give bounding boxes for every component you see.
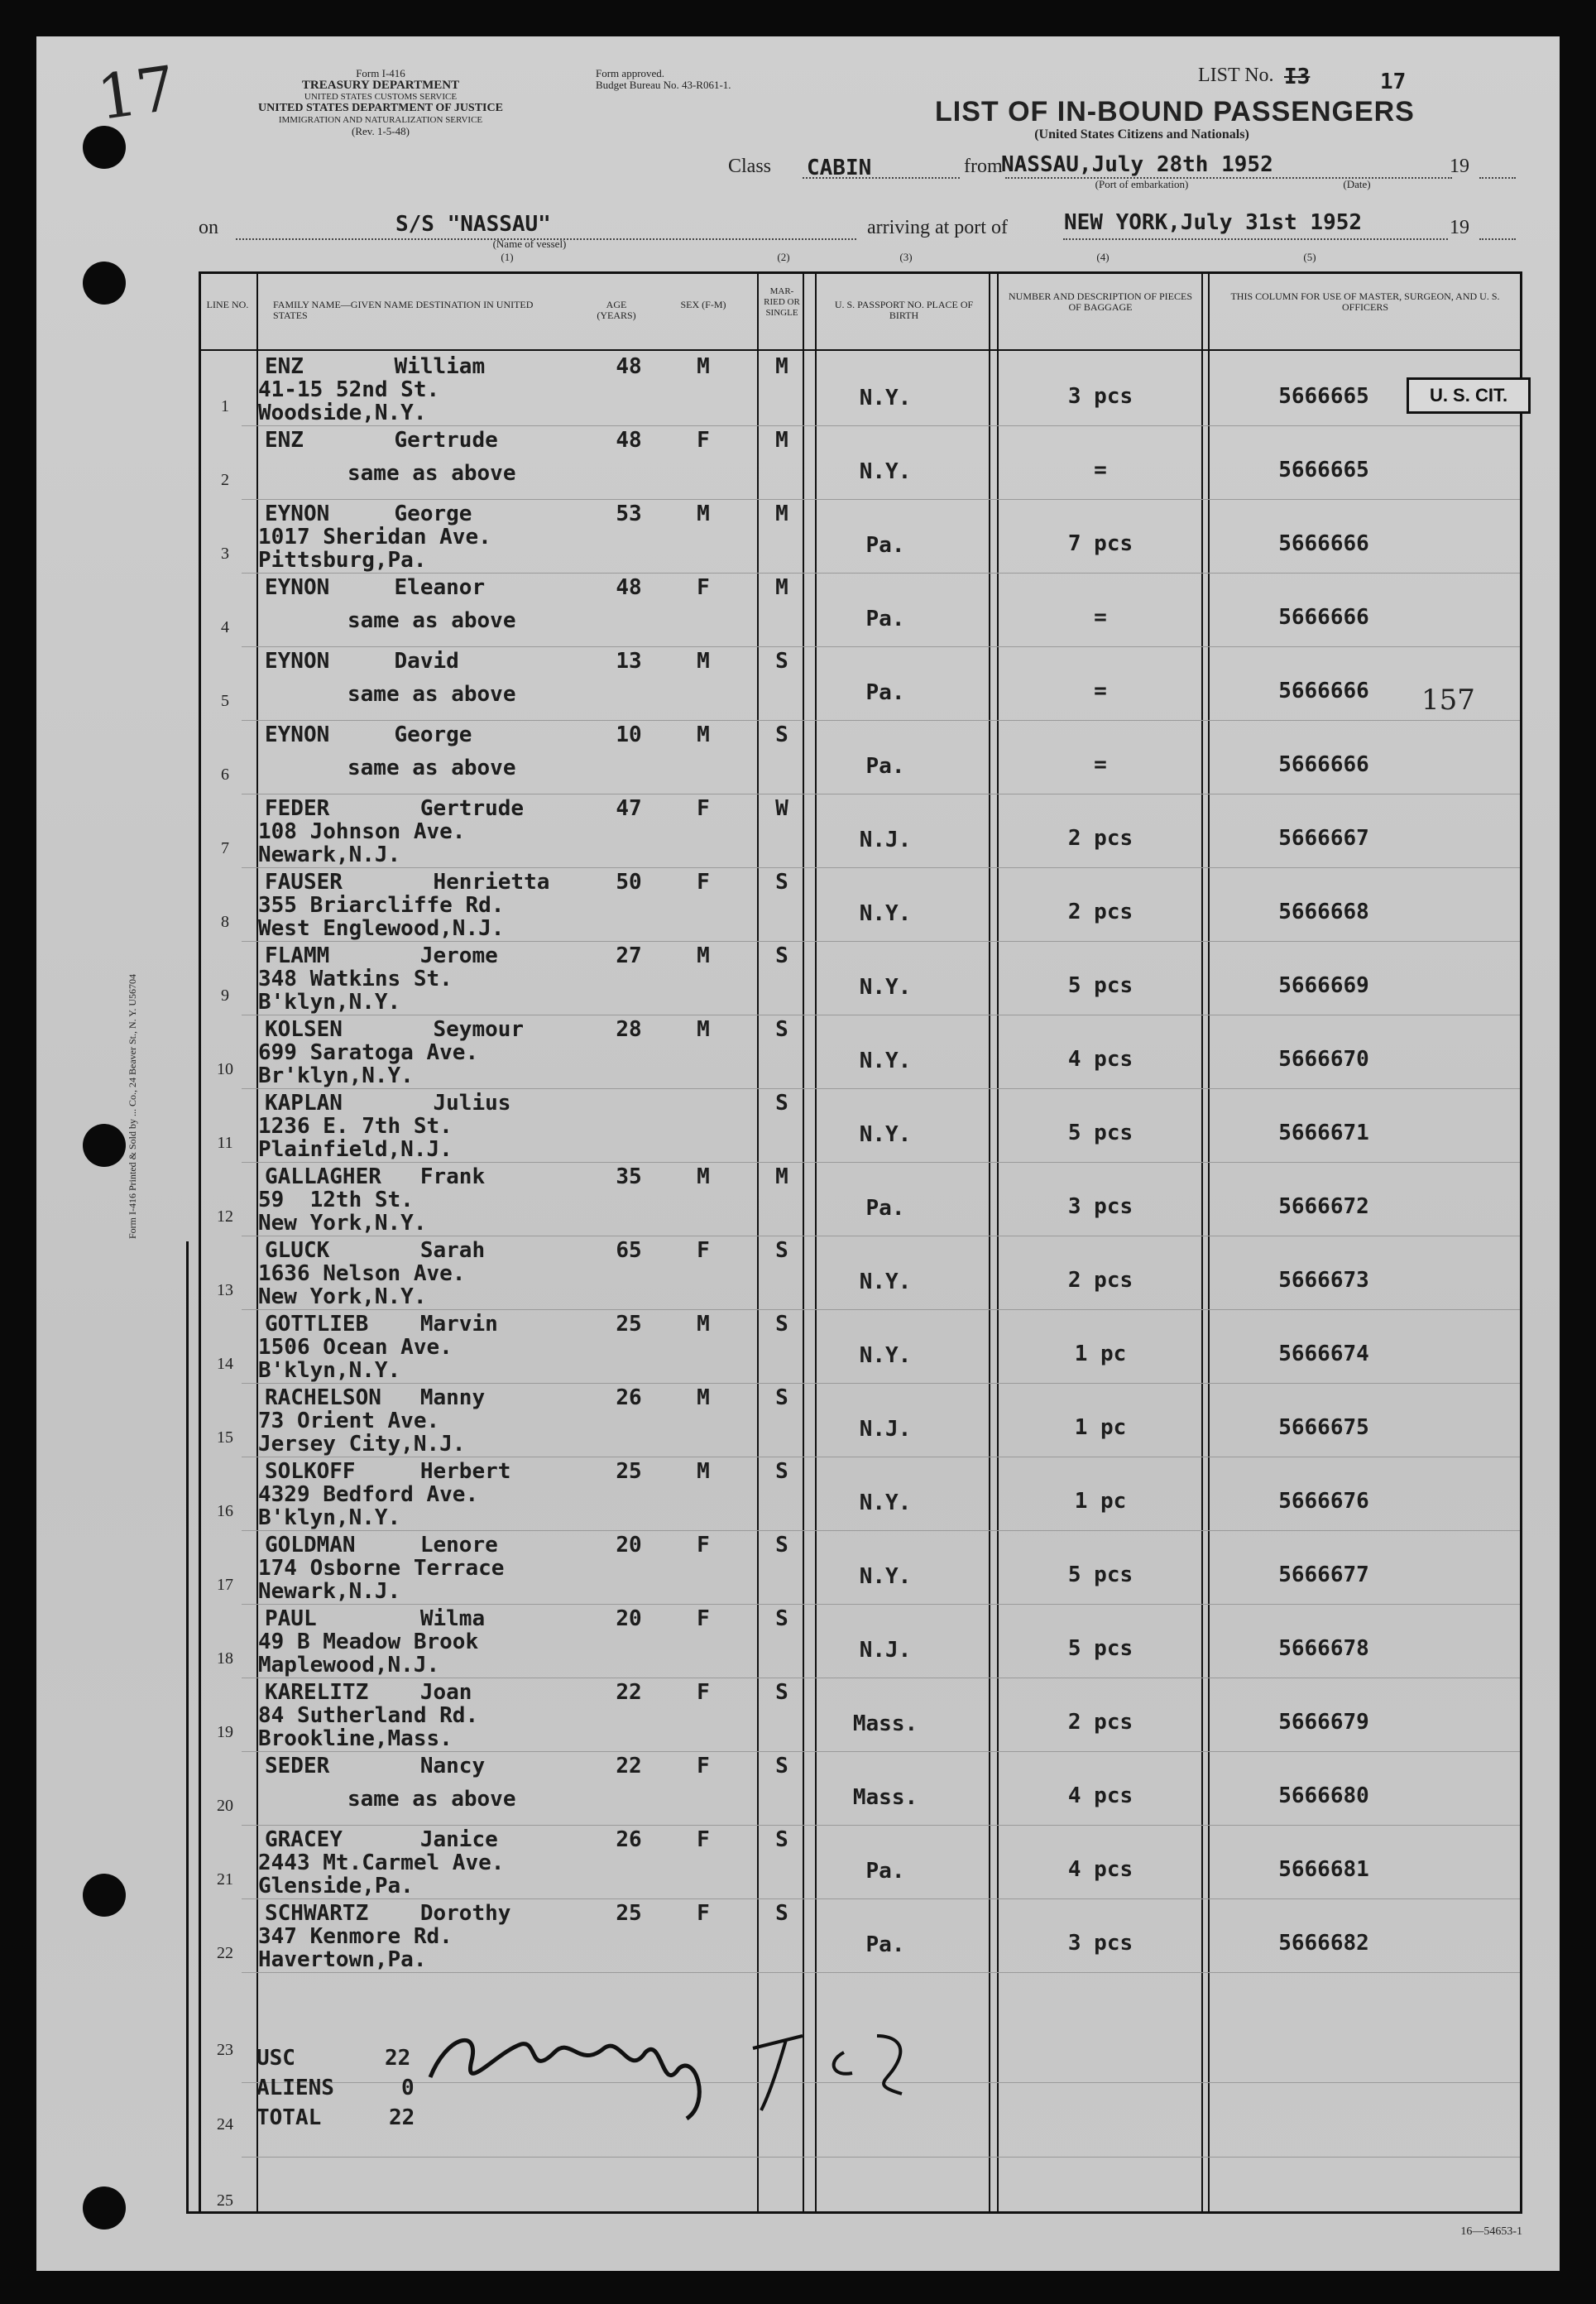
passenger-name: GRACEY Janice: [265, 1827, 498, 1852]
ticket-number: 5666665: [1278, 458, 1369, 482]
sex: M: [697, 1459, 710, 1484]
marital-status: M: [775, 428, 788, 453]
col-header-married: MAR-RIED OR SINGLE: [764, 286, 800, 318]
line-number: 20: [217, 1797, 233, 1815]
age: 10: [616, 722, 642, 747]
ticket-number: 5666668: [1278, 900, 1369, 924]
address-city: New York,N.Y.: [258, 1211, 427, 1236]
baggage: =: [1094, 605, 1107, 630]
row-divider: [242, 867, 1520, 868]
handwritten-list-number: 17: [93, 52, 180, 135]
line-number: 22: [217, 1944, 233, 1962]
ticket-number: 5666667: [1278, 826, 1369, 851]
budget-bureau: Budget Bureau No. 43-R061-1.: [596, 79, 731, 91]
age: 47: [616, 796, 642, 821]
marital-status: S: [775, 1017, 788, 1042]
passenger-name: SOLKOFF Herbert: [265, 1459, 511, 1484]
sex: F: [697, 428, 710, 453]
row-divider: [242, 425, 1520, 426]
sex: M: [697, 1017, 710, 1042]
row-divider: [242, 1309, 1520, 1310]
line-number: 9: [221, 986, 229, 1005]
age: 13: [616, 649, 642, 674]
address-street: 1636 Nelson Ave.: [258, 1261, 466, 1286]
address-street: 73 Orient Ave.: [258, 1409, 440, 1433]
ticket-number: 5666677: [1278, 1562, 1369, 1587]
col-num-5: (5): [1303, 251, 1316, 263]
page-subtitle: (United States Citizens and Nationals): [1034, 127, 1249, 142]
address-street: 84 Sutherland Rd.: [258, 1703, 479, 1728]
marital-status: S: [775, 943, 788, 968]
form-header-block: [199, 68, 563, 137]
sex: M: [697, 354, 710, 379]
passenger-name: ENZ Gertrude: [265, 428, 498, 453]
line-number: 6: [221, 766, 229, 784]
line-number: 16: [217, 1502, 233, 1520]
class-value: CABIN: [807, 156, 872, 180]
line-number: 2: [221, 471, 229, 489]
list-no-value: 17: [1380, 70, 1407, 94]
ticket-number: 5666670: [1278, 1047, 1369, 1072]
row-divider: [242, 1604, 1520, 1605]
baggage: 4 pcs: [1067, 1783, 1133, 1808]
sex: F: [697, 1901, 710, 1926]
age: 20: [616, 1606, 642, 1631]
row-divider: [242, 573, 1520, 574]
marital-status: S: [775, 1606, 788, 1631]
address-street: 59 12th St.: [258, 1188, 414, 1212]
age: 25: [616, 1901, 642, 1926]
ticket-number: 5666671: [1278, 1121, 1369, 1145]
ticket-number: 5666676: [1278, 1489, 1369, 1514]
row-divider: [242, 1751, 1520, 1752]
line-number: 8: [221, 913, 229, 931]
col-num-1: (1): [501, 251, 514, 263]
row-divider: [242, 720, 1520, 721]
totals-total-value: 22: [389, 2105, 415, 2130]
passenger-name: GOLDMAN Lenore: [265, 1533, 498, 1558]
address-street: 699 Saratoga Ave.: [258, 1040, 479, 1065]
address-street: 347 Kenmore Rd.: [258, 1924, 453, 1949]
sex: M: [697, 943, 710, 968]
address-city: Newark,N.J.: [258, 842, 401, 867]
baggage: 3 pcs: [1067, 1194, 1133, 1219]
address-city: B'klyn,N.Y.: [258, 1505, 401, 1530]
address-city: Newark,N.J.: [258, 1579, 401, 1604]
form-approved: Form approved.: [596, 67, 665, 79]
same-as-above: same as above: [347, 756, 516, 780]
passenger-name: PAUL Wilma: [265, 1606, 486, 1631]
address-street: 1236 E. 7th St.: [258, 1114, 453, 1139]
col-header-passport: U. S. PASSPORT NO. PLACE OF BIRTH: [834, 299, 974, 321]
baggage: =: [1094, 679, 1107, 703]
line-number-24: 24: [217, 2115, 233, 2134]
us-citizen-stamp: U. S. CIT.: [1407, 377, 1531, 414]
place-of-birth: N.Y.: [859, 975, 912, 1000]
marital-status: S: [775, 649, 788, 674]
ticket-number: 5666681: [1278, 1857, 1369, 1882]
place-of-birth: N.Y.: [859, 1049, 912, 1073]
address-street: 4329 Bedford Ave.: [258, 1482, 479, 1507]
marital-status: W: [775, 796, 788, 821]
sex: F: [697, 796, 710, 821]
marital-status: S: [775, 1901, 788, 1926]
address-street: 174 Osborne Terrace: [258, 1556, 505, 1581]
marital-status: M: [775, 354, 788, 379]
form-approval: [596, 68, 844, 91]
address-street: 49 B Meadow Brook: [258, 1630, 479, 1654]
address-city: Jersey City,N.J.: [258, 1432, 466, 1457]
baggage: 1 pc: [1074, 1415, 1127, 1440]
sex: M: [697, 1164, 710, 1189]
line-number: 21: [217, 1870, 233, 1889]
passenger-name: FAUSER Henrietta: [265, 870, 550, 895]
marital-status: M: [775, 575, 788, 600]
passenger-name: GALLAGHER Frank: [265, 1164, 486, 1189]
baggage: 3 pcs: [1067, 384, 1133, 409]
passenger-name: KARELITZ Joan: [265, 1680, 472, 1705]
address-street: 41-15 52nd St.: [258, 377, 440, 402]
line-number: 15: [217, 1428, 233, 1447]
date-caption: (Date): [1343, 178, 1371, 190]
row-divider: [242, 1972, 1520, 1973]
place-of-birth: N.Y.: [859, 459, 912, 484]
totals-total-label: TOTAL: [256, 2105, 322, 2130]
totals-usc-value: 22: [385, 2046, 411, 2071]
class-label: Class: [728, 156, 772, 177]
ticket-number: 5666665: [1278, 384, 1369, 409]
baggage: 1 pc: [1074, 1489, 1127, 1514]
dept-justice: UNITED STATES DEPARTMENT OF JUSTICE: [258, 102, 503, 114]
port-embarkation-caption: (Port of embarkation): [1095, 178, 1189, 190]
punch-hole: [83, 1124, 126, 1167]
place-of-birth: N.Y.: [859, 1270, 912, 1294]
baggage: 3 pcs: [1067, 1931, 1133, 1956]
place-of-birth: Mass.: [852, 1711, 918, 1736]
baggage: 1 pc: [1074, 1342, 1127, 1366]
place-of-birth: Pa.: [865, 1859, 905, 1884]
col-header-name: FAMILY NAME—GIVEN NAME DESTINATION IN UNITED STATES: [273, 299, 534, 321]
form-revision: (Rev. 1-5-48): [352, 125, 410, 137]
sex: F: [697, 1827, 710, 1852]
officer-signature: [414, 2003, 1009, 2127]
dept-customs: UNITED STATES CUSTOMS SERVICE: [304, 92, 458, 102]
totals-aliens-label: ALIENS: [256, 2076, 334, 2100]
col-num-3: (3): [899, 251, 913, 263]
address-city: Plainfield,N.J.: [258, 1137, 453, 1162]
place-of-birth: Pa.: [865, 754, 905, 779]
marital-status: S: [775, 1754, 788, 1778]
place-of-birth: N.J.: [859, 1638, 912, 1663]
arriving-value: NEW YORK,July 31st 1952: [1064, 210, 1363, 235]
ticket-number: 5666673: [1278, 1268, 1369, 1293]
punch-hole: [83, 1874, 126, 1917]
punch-hole: [83, 262, 126, 305]
baggage: 2 pcs: [1067, 1710, 1133, 1735]
ticket-number: 5666666: [1278, 752, 1369, 777]
passenger-name: GOTTLIEB Marvin: [265, 1312, 498, 1337]
line-number: 11: [217, 1134, 233, 1152]
marital-status: S: [775, 1533, 788, 1558]
baggage: 2 pcs: [1067, 826, 1133, 851]
place-of-birth: N.Y.: [859, 1122, 912, 1147]
address-city: Pittsburg,Pa.: [258, 548, 427, 573]
age: 25: [616, 1312, 642, 1337]
totals-aliens-value: 0: [401, 2076, 415, 2100]
passenger-name: SCHWARTZ Dorothy: [265, 1901, 511, 1926]
line-number-23: 23: [217, 2041, 233, 2059]
page-title: LIST OF IN-BOUND PASSENGERS: [935, 96, 1415, 127]
line-number: 4: [221, 618, 229, 636]
row-divider: [242, 1898, 1520, 1899]
ticket-number: 5666674: [1278, 1342, 1369, 1366]
age: 35: [616, 1164, 642, 1189]
place-of-birth: N.Y.: [859, 1490, 912, 1515]
line-number: 1: [221, 397, 229, 415]
place-of-birth: Pa.: [865, 1196, 905, 1221]
year-suffix-2: 19: [1450, 217, 1469, 238]
place-of-birth: N.Y.: [859, 386, 912, 410]
sex: F: [697, 575, 710, 600]
from-value: NASSAU,July 28th 1952: [1001, 152, 1273, 177]
passenger-name: EYNON Eleanor: [265, 575, 486, 600]
passenger-name: ENZ William: [265, 354, 486, 379]
line-number: 10: [217, 1060, 233, 1078]
sex: M: [697, 722, 710, 747]
line-number: 5: [221, 692, 229, 710]
list-no-struck: I3: [1284, 65, 1311, 89]
row-divider: [242, 1383, 1520, 1384]
dept-immigration: IMMIGRATION AND NATURALIZATION SERVICE: [278, 115, 483, 125]
marital-status: S: [775, 1312, 788, 1337]
baggage: 7 pcs: [1067, 531, 1133, 556]
address-city: Woodside,N.Y.: [258, 401, 427, 425]
place-of-birth: N.J.: [859, 828, 912, 852]
year-suffix: 19: [1450, 156, 1469, 177]
marital-status: S: [775, 1091, 788, 1116]
age: 65: [616, 1238, 642, 1263]
same-as-above: same as above: [347, 682, 516, 707]
address-street: 2443 Mt.Carmel Ave.: [258, 1850, 505, 1875]
ticket-number: 5666669: [1278, 973, 1369, 998]
address-city: New York,N.Y.: [258, 1284, 427, 1309]
col-num-2: (2): [777, 251, 790, 263]
col-header-age: AGE (YEARS): [597, 299, 636, 321]
passenger-name: EYNON George: [265, 502, 472, 526]
same-as-above: same as above: [347, 608, 516, 633]
baggage: 2 pcs: [1067, 1268, 1133, 1293]
baggage: 5 pcs: [1067, 1562, 1133, 1587]
age: 20: [616, 1533, 642, 1558]
marital-status: S: [775, 1827, 788, 1852]
age: 26: [616, 1827, 642, 1852]
passenger-name: RACHELSON Manny: [265, 1385, 486, 1410]
passenger-name: EYNON David: [265, 649, 459, 674]
ticket-number: 5666679: [1278, 1710, 1369, 1735]
address-city: West Englewood,N.J.: [258, 916, 505, 941]
baggage: 5 pcs: [1067, 1636, 1133, 1661]
col-header-sex: SEX (F-M): [680, 299, 726, 310]
same-as-above: same as above: [347, 461, 516, 486]
age: 50: [616, 870, 642, 895]
vessel-value: S/S "NASSAU": [395, 212, 551, 237]
marital-status: S: [775, 1680, 788, 1705]
marital-status: M: [775, 502, 788, 526]
baggage: 2 pcs: [1067, 900, 1133, 924]
line-number: 19: [217, 1723, 233, 1741]
marital-status: S: [775, 1238, 788, 1263]
baggage: 5 pcs: [1067, 1121, 1133, 1145]
baggage: =: [1094, 458, 1107, 482]
sex: M: [697, 1312, 710, 1337]
address-street: 348 Watkins St.: [258, 967, 453, 991]
place-of-birth: Pa.: [865, 607, 905, 631]
ticket-number: 5666682: [1278, 1931, 1369, 1956]
place-of-birth: N.Y.: [859, 1564, 912, 1589]
passenger-name: SEDER Nancy: [265, 1754, 486, 1778]
row-divider: [242, 499, 1520, 500]
baggage: 4 pcs: [1067, 1857, 1133, 1882]
arriving-label: arriving at port of: [867, 217, 1008, 238]
address-city: Brookline,Mass.: [258, 1726, 453, 1751]
form-number: Form I-416: [356, 67, 405, 79]
line-number: 13: [217, 1281, 233, 1299]
address-city: B'klyn,N.Y.: [258, 990, 401, 1015]
age: 27: [616, 943, 642, 968]
age: 48: [616, 354, 642, 379]
place-of-birth: Pa.: [865, 680, 905, 705]
same-as-above: same as above: [347, 1787, 516, 1812]
address-street: 1506 Ocean Ave.: [258, 1335, 453, 1360]
ticket-number: 5666666: [1278, 531, 1369, 556]
passenger-name: FLAMM Jerome: [265, 943, 498, 968]
place-of-birth: N.J.: [859, 1417, 912, 1442]
age: 22: [616, 1680, 642, 1705]
marital-status: S: [775, 1385, 788, 1410]
list-no-label: LIST No.: [1198, 65, 1274, 86]
sex: F: [697, 1680, 710, 1705]
address-city: Br'klyn,N.Y.: [258, 1063, 414, 1088]
row-divider: [242, 646, 1520, 647]
sex: F: [697, 1606, 710, 1631]
age: 53: [616, 502, 642, 526]
sex: F: [697, 870, 710, 895]
side-print: Form I-416 Printed & Sold by ... Co., 24 Beaver St., N. Y. U56704: [127, 974, 138, 1239]
line-number: 18: [217, 1649, 233, 1668]
baggage: =: [1094, 752, 1107, 777]
passenger-name: EYNON George: [265, 722, 472, 747]
ticket-number: 5666680: [1278, 1783, 1369, 1808]
passenger-name: KAPLAN Julius: [265, 1091, 511, 1116]
col-header-officers: THIS COLUMN FOR USE OF MASTER, SURGEON, AND U. S. OFFICERS: [1230, 290, 1500, 313]
ticket-number: 5666678: [1278, 1636, 1369, 1661]
baggage: 4 pcs: [1067, 1047, 1133, 1072]
dept-treasury: TREASURY DEPARTMENT: [301, 79, 460, 92]
col-header-baggage: NUMBER AND DESCRIPTION OF PIECES OF BAGGAGE: [1008, 290, 1193, 313]
ticket-number: 5666666: [1278, 605, 1369, 630]
sex: M: [697, 1385, 710, 1410]
punch-hole: [83, 2186, 126, 2230]
from-label: from: [964, 156, 1003, 177]
address-street: 1017 Sheridan Ave.: [258, 525, 491, 550]
row-divider: [242, 1162, 1520, 1163]
row-divider: [242, 1825, 1520, 1826]
totals-usc-label: USC: [256, 2046, 295, 2071]
passenger-name: KOLSEN Seymour: [265, 1017, 525, 1042]
age: 28: [616, 1017, 642, 1042]
line-number: 12: [217, 1207, 233, 1226]
col-num-4: (4): [1096, 251, 1110, 263]
address-city: B'klyn,N.Y.: [258, 1358, 401, 1383]
marital-status: M: [775, 1164, 788, 1189]
age: 25: [616, 1459, 642, 1484]
line-number: 14: [217, 1355, 233, 1373]
on-label: on: [199, 217, 218, 238]
address-city: Havertown,Pa.: [258, 1947, 427, 1972]
age: 22: [616, 1754, 642, 1778]
sex: F: [697, 1238, 710, 1263]
marital-status: S: [775, 722, 788, 747]
place-of-birth: Pa.: [865, 1932, 905, 1957]
marital-status: S: [775, 870, 788, 895]
line-number-25: 25: [217, 2191, 233, 2210]
row-divider: [242, 941, 1520, 942]
ticket-number: 5666675: [1278, 1415, 1369, 1440]
sex: F: [697, 1754, 710, 1778]
place-of-birth: N.Y.: [859, 1343, 912, 1368]
handwritten-157: 157: [1421, 684, 1475, 717]
vessel-caption: (Name of vessel): [492, 238, 567, 250]
place-of-birth: Mass.: [852, 1785, 918, 1810]
place-of-birth: N.Y.: [859, 901, 912, 926]
sex: F: [697, 1533, 710, 1558]
age: 48: [616, 428, 642, 453]
address-city: Maplewood,N.J.: [258, 1653, 440, 1678]
passenger-name: GLUCK Sarah: [265, 1238, 486, 1263]
row-divider: [242, 1088, 1520, 1089]
address-city: Glenside,Pa.: [258, 1874, 414, 1898]
baggage: 5 pcs: [1067, 973, 1133, 998]
sex: M: [697, 649, 710, 674]
age: 26: [616, 1385, 642, 1410]
row-divider: [242, 1530, 1520, 1531]
footer-code: 16—54653-1: [1460, 2225, 1522, 2238]
marital-status: S: [775, 1459, 788, 1484]
col-header-line: LINE NO.: [206, 299, 249, 310]
passenger-name: FEDER Gertrude: [265, 796, 525, 821]
sex: M: [697, 502, 710, 526]
place-of-birth: Pa.: [865, 533, 905, 558]
address-street: 355 Briarcliffe Rd.: [258, 893, 505, 918]
line-number: 17: [217, 1576, 233, 1594]
ticket-number: 5666666: [1278, 679, 1369, 703]
line-number: 3: [221, 545, 229, 563]
address-street: 108 Johnson Ave.: [258, 819, 466, 844]
line-number: 7: [221, 839, 229, 857]
ticket-number: 5666672: [1278, 1194, 1369, 1219]
age: 48: [616, 575, 642, 600]
